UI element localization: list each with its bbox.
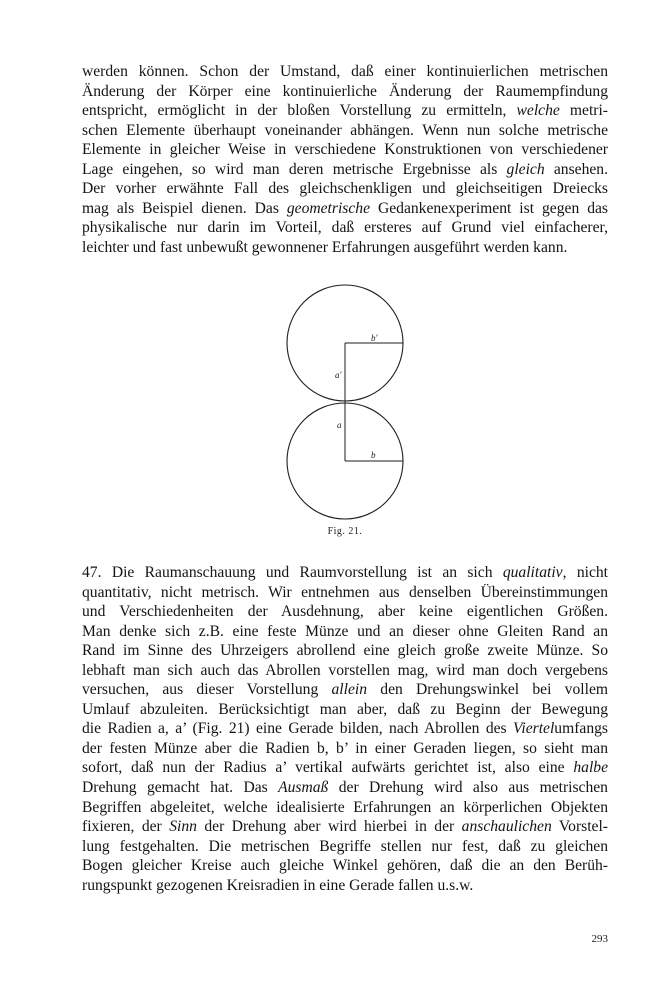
text-line — [82, 798, 608, 818]
text-line — [82, 817, 608, 837]
text-line — [82, 82, 608, 102]
text-run: physikalische nur darin im Vorteil, daß ersteres auf Grund viel einfacherer, — [82, 219, 608, 237]
page-number: 293 — [591, 933, 608, 945]
emphasis-text: Viertel — [513, 720, 555, 738]
text-line — [82, 160, 608, 180]
text-line — [82, 199, 608, 219]
text-run: und Verschiedenheiten der Ausdehnung, aber keine eigentlichen Größen. — [82, 603, 608, 621]
text-run: der festen Münze aber die Radien b, b’ in einer Geraden liegen, so sieht man — [82, 739, 608, 757]
label-b-prime: b' — [371, 333, 378, 343]
text-run: Änderung der Körper eine kontinuierliche Änderung der Raumempfindung — [82, 82, 608, 100]
text-line — [82, 238, 608, 258]
text-run: Begriffen abgeleitet, welche idealisierte Erfahrungen an körperlichen Objekten — [82, 798, 608, 816]
text-run: die Radien a, a’ (Fig. 21) eine Gerade bilden, nach Abrollen des — [82, 720, 514, 738]
emphasis-text: Sinn — [169, 818, 197, 836]
text-run: fixieren, der — [82, 818, 170, 836]
emphasis-text: allein — [331, 681, 368, 699]
text-run: versuchen, aus dieser Vorstellung — [82, 681, 332, 699]
text-run: der Drehung wird also aus metrischen — [328, 779, 608, 797]
text-run: ansehen. — [544, 160, 608, 178]
text-run: Der vorher erwähnte Fall des gleichschenkligen und gleichseitigen Dreiecks — [82, 180, 608, 198]
text-line — [82, 876, 608, 896]
text-run: leichter und fast unbewußt gewonnener Erfahrungen ausgeführt werden kann. — [82, 238, 568, 256]
text-line — [82, 121, 608, 141]
text-run: umfangs — [554, 720, 608, 738]
text-run: Lage eingehen, so wird man deren metrische Ergebnisse als — [82, 160, 507, 178]
text-run: Gedankenexperiment ist gegen das — [370, 199, 608, 217]
text-run: , nicht — [562, 564, 608, 581]
emphasis-text: geometrische — [286, 199, 370, 217]
text-run: der Drehung aber wird hierbei in der — [196, 818, 462, 836]
text-run: mag als Beispiel dienen. Das — [82, 199, 287, 217]
label-b: b — [371, 450, 376, 460]
text-run: rungspunkt gezogenen Kreisradien in eine Gerade fallen u.s.w. — [82, 876, 474, 894]
emphasis-text: halbe — [573, 759, 608, 777]
text-line — [82, 622, 608, 642]
text-run: Man denke sich z.B. eine feste Münze und an dieser ohne Gleiten Rand an — [82, 622, 608, 640]
text-line — [82, 680, 608, 700]
emphasis-text: welche — [516, 102, 560, 120]
text-run: lebhaft man sich auch das Abrollen vorstellen mag, wird man doch vergebens — [82, 661, 608, 679]
text-line — [82, 661, 608, 681]
text-run: entspricht, ermöglicht in der bloßen Vorstellung zu ermitteln, — [82, 102, 517, 120]
text-run: lung festgehalten. Die metrischen Begriffe stellen nur fest, daß zu gleichen — [82, 837, 608, 855]
emphasis-text: Ausmaß — [278, 779, 329, 797]
text-line — [82, 218, 608, 238]
paragraph-1 — [82, 62, 608, 257]
figure-caption: Fig. 21. — [327, 526, 363, 537]
text-line — [82, 758, 608, 778]
figure-21 — [270, 284, 420, 540]
text-run: Vorstel- — [551, 818, 608, 836]
text-line — [82, 101, 608, 121]
text-line — [82, 778, 608, 798]
text-line — [82, 700, 608, 720]
text-run: Umlauf abzuleiten. Berücksichtigt man aber, daß zu Beginn der Bewegung — [82, 700, 608, 718]
emphasis-text: gleich — [506, 160, 545, 178]
paragraph-2 — [82, 563, 608, 895]
text-line — [82, 62, 608, 82]
text-run: quantitativ, nicht metrisch. Wir entnehmen aus denselben Übereinstimmungen — [82, 583, 608, 601]
emphasis-text: anschaulichen — [461, 818, 552, 836]
text-line — [82, 140, 608, 160]
text-line — [82, 856, 608, 876]
text-run: 47. Die Raumanschauung und Raumvorstellung ist an sich — [82, 564, 503, 581]
text-line — [82, 179, 608, 199]
text-run: Rand im Sinne des Uhrzeigers abrollend eine gleich große zweite Münze. So — [82, 642, 608, 660]
text-run: Drehung gemacht hat. Das — [82, 779, 279, 797]
text-line — [82, 641, 608, 661]
text-line — [82, 563, 608, 583]
text-line — [82, 719, 608, 739]
label-a-prime: a' — [335, 370, 342, 380]
text-run: schen Elemente überhaupt voneinander abhängen. Wenn nun solche metrische — [82, 121, 608, 139]
label-a: a — [337, 420, 342, 430]
text-run: sofort, daß nun der Radius a’ vertikal aufwärts gerichtet ist, also eine — [82, 759, 574, 777]
text-run: den Drehungswinkel bei vollem — [367, 681, 608, 699]
text-run: metri- — [559, 102, 608, 120]
text-line — [82, 837, 608, 857]
text-run: Elemente in gleicher Weise in verschiedene Konstruktionen von verschiedener — [82, 141, 608, 159]
two-circles-diagram — [270, 284, 420, 524]
text-line — [82, 739, 608, 759]
emphasis-text: qualitativ — [502, 564, 563, 581]
text-run: werden können. Schon der Umstand, daß einer kontinuierlichen metrischen — [82, 63, 608, 80]
text-line — [82, 602, 608, 622]
text-run: Bogen gleicher Kreise auch gleiche Winkel gehören, daß die an den Berüh- — [82, 857, 608, 875]
text-line — [82, 583, 608, 603]
